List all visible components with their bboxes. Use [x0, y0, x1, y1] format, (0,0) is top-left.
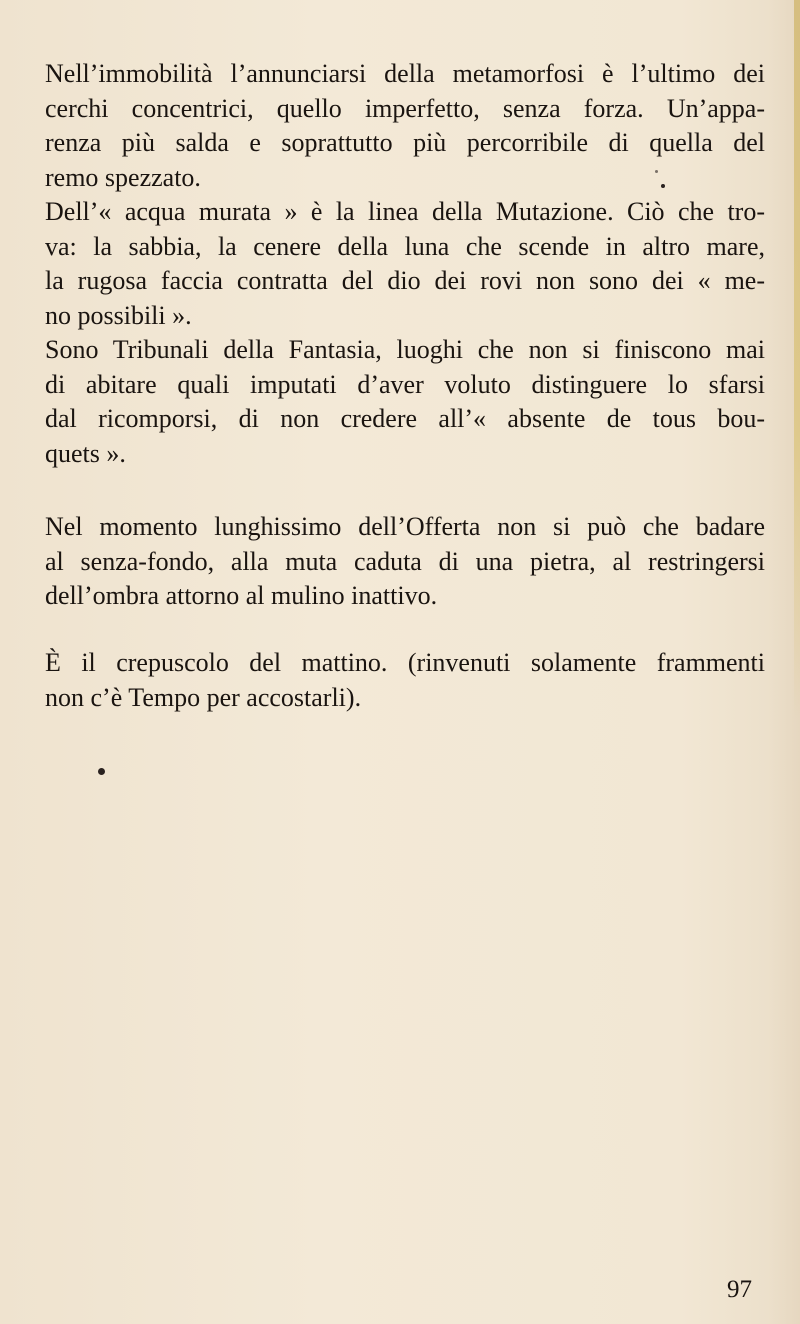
paragraph-3 — [45, 333, 765, 471]
text-line: no possibili ». — [45, 300, 192, 330]
text-line: Sono Tribunali della Fantasia, luoghi che non si finiscono mai — [45, 335, 765, 364]
paragraph-4 — [45, 510, 765, 614]
paragraph-2 — [45, 195, 765, 333]
text-line: dell’ombra attorno al mulino inattivo. — [45, 581, 438, 610]
text-block-bottom — [45, 646, 765, 715]
page-number: 97 — [727, 1276, 752, 1303]
text-line: la rugosa faccia contratta del dio dei rovi non sono dei « me- — [45, 266, 765, 295]
page-edge-stain — [794, 0, 800, 720]
paragraph-5 — [45, 646, 765, 715]
text-block-middle — [45, 510, 765, 614]
text-line: dal ricomporsi, di non credere all’« absente de tous bou- — [45, 404, 765, 433]
text-block-top — [45, 57, 765, 471]
text-line: Nell’immobilità l’annunciarsi della metamorfosi è l’ultimo dei — [45, 59, 765, 88]
text-line: cerchi concentrici, quello imperfetto, senza forza. Un’appa- — [45, 93, 765, 123]
text-line: di abitare quali imputati d’aver voluto distinguere lo sfarsi — [45, 369, 765, 399]
ink-speck — [655, 170, 658, 173]
text-line: È il crepuscolo del mattino. (rinvenuti solamente frammenti — [45, 648, 765, 677]
text-line: va: la sabbia, la cenere della luna che scende in altro mare, — [45, 231, 765, 261]
paragraph-1 — [45, 57, 765, 195]
text-line: renza più salda e soprattutto più percorribile di quella del — [45, 128, 765, 157]
text-line: quets ». — [45, 438, 126, 468]
text-line: al senza-fondo, alla muta caduta di una pietra, al restringersi — [45, 546, 765, 576]
ink-speck — [661, 184, 665, 188]
ink-speck — [98, 768, 105, 775]
text-line: Dell’« acqua murata » è la linea della Mutazione. Ciò che tro- — [45, 197, 765, 226]
text-line: remo spezzato. — [45, 162, 201, 192]
text-line: Nel momento lunghissimo dell’Offerta non si può che badare — [45, 512, 765, 541]
text-line: non c’è Tempo per accostarli). — [45, 682, 362, 712]
